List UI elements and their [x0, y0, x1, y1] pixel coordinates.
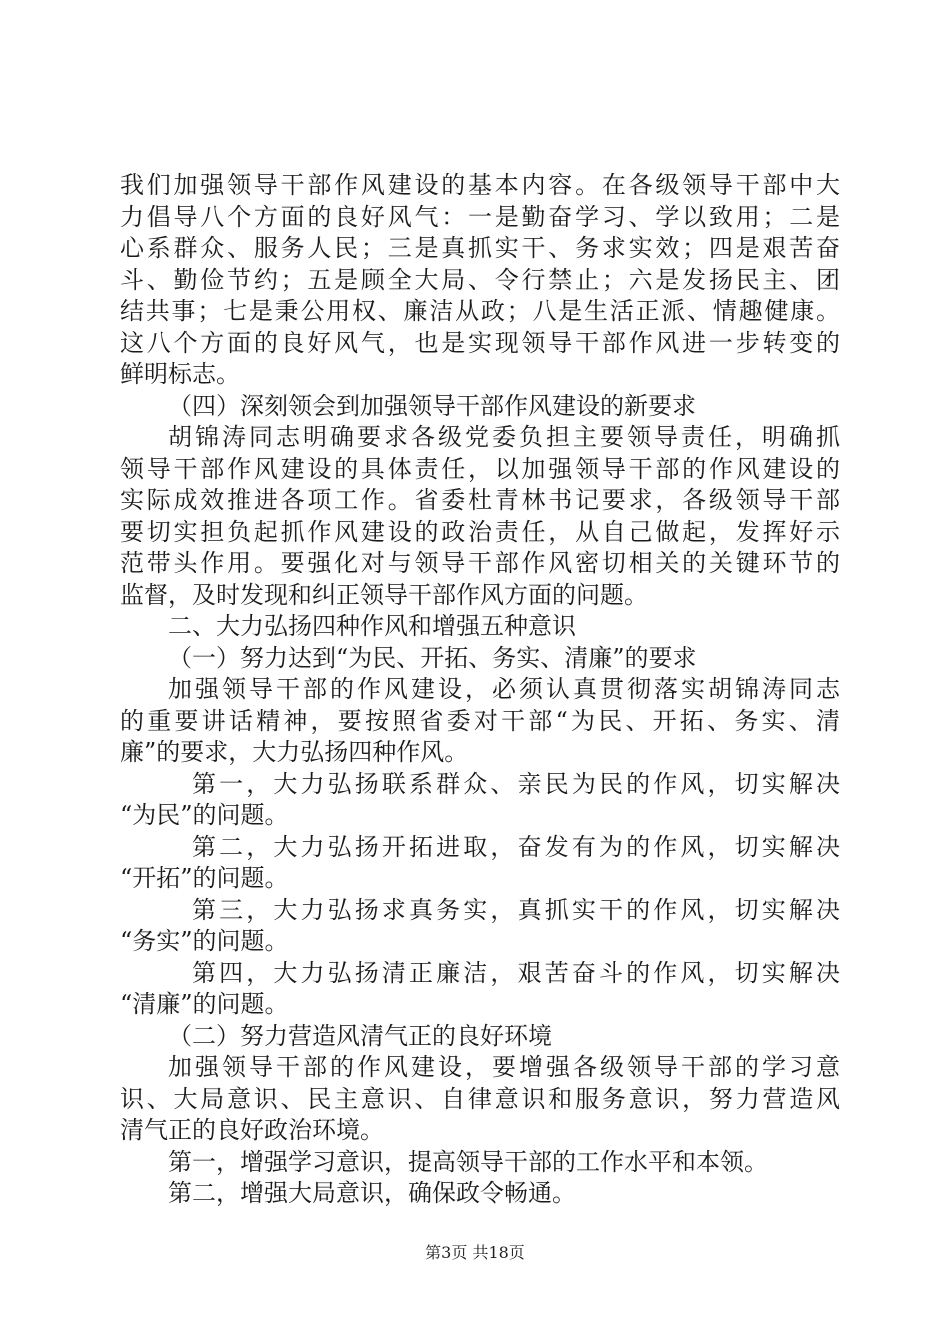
text-line: 第一，大力弘扬联系群众、亲民为民的作风，切实解决 — [192, 769, 840, 798]
text-line: 第一，增强学习意识，提高领导干部的工作水平和本领。 — [168, 1147, 768, 1176]
section-heading: （四）深刻领会到加强领导干部作风建设的新要求 — [168, 391, 696, 420]
text-line: 第四，大力弘扬清正廉洁，艰苦奋斗的作风，切实解决 — [192, 958, 840, 987]
text-line: 清气正的良好政治环境。 — [120, 1116, 384, 1144]
text-line: 斗、勤俭节约；五是顾全大局、令行禁止；六是发扬民主、团 — [120, 265, 840, 294]
text-line: 加强领导干部的作风建设，要增强各级领导干部的学习意 — [168, 1053, 840, 1081]
text-line: 要切实担负起抓作风建设的政治责任，从自己做起，发挥好示 — [120, 517, 840, 546]
text-line: 力倡导八个方面的良好风气：一是勤奋学习、学以致用；二是 — [120, 202, 840, 231]
text-line: 廉”的要求，大力弘扬四种作风。 — [120, 738, 469, 766]
text-line: 第三，大力弘扬求真务实，真抓实干的作风，切实解决 — [192, 895, 840, 924]
text-line: 加强领导干部的作风建设，必须认真贯彻落实胡锦涛同志 — [168, 675, 840, 703]
text-line: “清廉”的问题。 — [120, 990, 289, 1018]
page-footer: 第3页 共18页 — [425, 1243, 525, 1262]
text-line: 胡锦涛同志明确要求各级党委负担主要领导责任，明确抓 — [168, 423, 840, 451]
body-text — [120, 170, 840, 1210]
text-line: “务实”的问题。 — [120, 927, 289, 955]
section-heading: （一）努力达到“为民、开拓、务实、清廉”的要求 — [168, 643, 697, 672]
section-heading: （二）努力营造风清气正的良好环境 — [168, 1021, 552, 1050]
text-line: 我们加强领导干部作风建设的基本内容。在各级领导干部中大 — [120, 171, 840, 199]
text-line: 第二，大力弘扬开拓进取，奋发有为的作风，切实解决 — [192, 832, 840, 861]
text-line: 监督，及时发现和纠正领导干部作风方面的问题。 — [120, 580, 648, 609]
text-line: “开拓”的问题。 — [120, 864, 289, 892]
text-line: 第二，增强大局意识，确保政令畅通。 — [168, 1179, 576, 1207]
text-line: 的重要讲话精神，要按照省委对干部“为民、开拓、务实、清 — [120, 706, 840, 735]
text-line: 领导干部作风建设的具体责任，以加强领导干部的作风建设的 — [120, 454, 840, 483]
text-line: 范带头作用。要强化对与领导干部作风密切相关的关键环节的 — [120, 549, 840, 577]
text-line: 实际成效推进各项工作。省委杜青林书记要求，各级领导干部 — [120, 486, 840, 514]
section-heading: 二、大力弘扬四种作风和增强五种意识 — [168, 612, 576, 640]
text-line: 心系群众、服务人民；三是真抓实干、务求实效；四是艰苦奋 — [120, 234, 840, 262]
text-line: “为民”的问题。 — [120, 801, 289, 829]
text-line: 识、大局意识、民主意识、自律意识和服务意识，努力营造风 — [120, 1084, 840, 1113]
text-line: 这八个方面的良好风气，也是实现领导干部作风进一步转变的 — [120, 328, 840, 357]
text-line: 结共事；七是秉公用权、廉洁从政；八是生活正派、情趣健康。 — [120, 297, 840, 325]
text-line: 鲜明标志。 — [120, 360, 240, 388]
